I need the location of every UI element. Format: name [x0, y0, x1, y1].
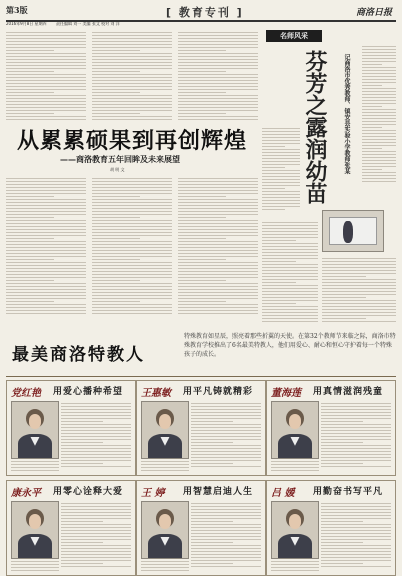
teacher-motto: 用真情滋润残童	[313, 387, 384, 397]
column-tag-label: 名师风采	[280, 32, 308, 40]
article1-headline: 从累累硕果到再创辉煌	[16, 128, 247, 154]
teacher-card	[136, 480, 266, 576]
sidebar-photo	[322, 210, 384, 252]
teacher-bio-bottom	[11, 459, 59, 473]
column-tag	[266, 30, 322, 42]
sidebar-text-bottom-right	[322, 256, 396, 330]
teacher-name: 吕 媛	[271, 488, 295, 499]
teacher-card	[136, 380, 266, 476]
teacher-bio	[321, 501, 391, 571]
page-header	[6, 4, 396, 22]
teacher-bio-bottom	[271, 459, 319, 473]
teacher-card	[266, 380, 396, 476]
sidebar-column	[262, 30, 396, 330]
editor-credits: 责任编辑 刘一 美编 张文 校对 刘 洋	[56, 21, 120, 26]
teacher-motto: 用爱心播种希望	[53, 387, 124, 397]
teacher-name: 王 婷	[141, 488, 165, 499]
sidebar-text-right	[362, 44, 396, 194]
teacher-photo	[271, 401, 319, 459]
feature-rule	[6, 376, 396, 377]
teacher-name: 王惠敏	[141, 388, 171, 399]
teacher-bio-bottom	[271, 559, 319, 573]
teacher-motto: 用智慧启迪人生	[183, 487, 254, 497]
header-meta	[6, 22, 396, 28]
sidebar-text-left	[262, 126, 300, 216]
teacher-photo	[11, 401, 59, 459]
article1-subtitle: ——商洛教育五年回眸及未来展望	[60, 155, 180, 164]
teacher-bio-bottom	[11, 559, 59, 573]
sidebar-text-bottom	[262, 220, 318, 330]
teacher-bio	[191, 501, 261, 571]
page-number: 第3版	[6, 5, 28, 15]
teacher-motto: 用零心诠释大爱	[53, 487, 124, 497]
teacher-card	[266, 480, 396, 576]
sidebar-title	[302, 50, 332, 210]
sidebar-vertical-subtitle	[342, 54, 362, 194]
teacher-motto: 用勤奋书写平凡	[313, 487, 384, 497]
article1-byline: 胡 明 文	[110, 167, 125, 172]
teacher-card	[6, 380, 136, 476]
teacher-bio	[191, 401, 261, 471]
article1-body-top	[6, 30, 258, 126]
teacher-name: 康永平	[11, 488, 41, 499]
teacher-bio-bottom	[141, 559, 189, 573]
teacher-name: 党红艳	[11, 388, 41, 399]
teacher-photo	[141, 401, 189, 459]
teacher-bio-bottom	[141, 459, 189, 473]
sidebar-title-text: 芬芳之露润幼苗	[302, 50, 328, 204]
teacher-card	[6, 480, 136, 576]
teacher-photo	[271, 501, 319, 559]
article1-body-bottom	[6, 176, 258, 328]
masthead: 商洛日报	[356, 8, 393, 18]
feature-title: 最美商洛特教人	[12, 345, 145, 365]
teacher-bio	[61, 401, 131, 471]
teacher-motto: 用平凡铸就精彩	[183, 387, 254, 397]
teacher-photo	[11, 501, 59, 559]
section-title: [ 教育专刊 ]	[166, 6, 244, 19]
teacher-photo	[141, 501, 189, 559]
teacher-bio	[321, 401, 391, 471]
sidebar-subtitle-text: 记商洛市优秀教师、镇安县实验小学教师张某	[343, 54, 350, 174]
issue-date: 2016年9月8日 星期四	[6, 21, 47, 26]
teacher-name: 董海莲	[271, 388, 301, 399]
teacher-bio	[61, 501, 131, 571]
feature-intro: 特殊教育如星辰，照亮着那些折翼的天使。在第32个教师节来临之际，商洛市特殊教育学校推出了6名最美特教人，他们用爱心、耐心和恒心守护着每一个特殊孩子的成长。	[184, 333, 396, 358]
